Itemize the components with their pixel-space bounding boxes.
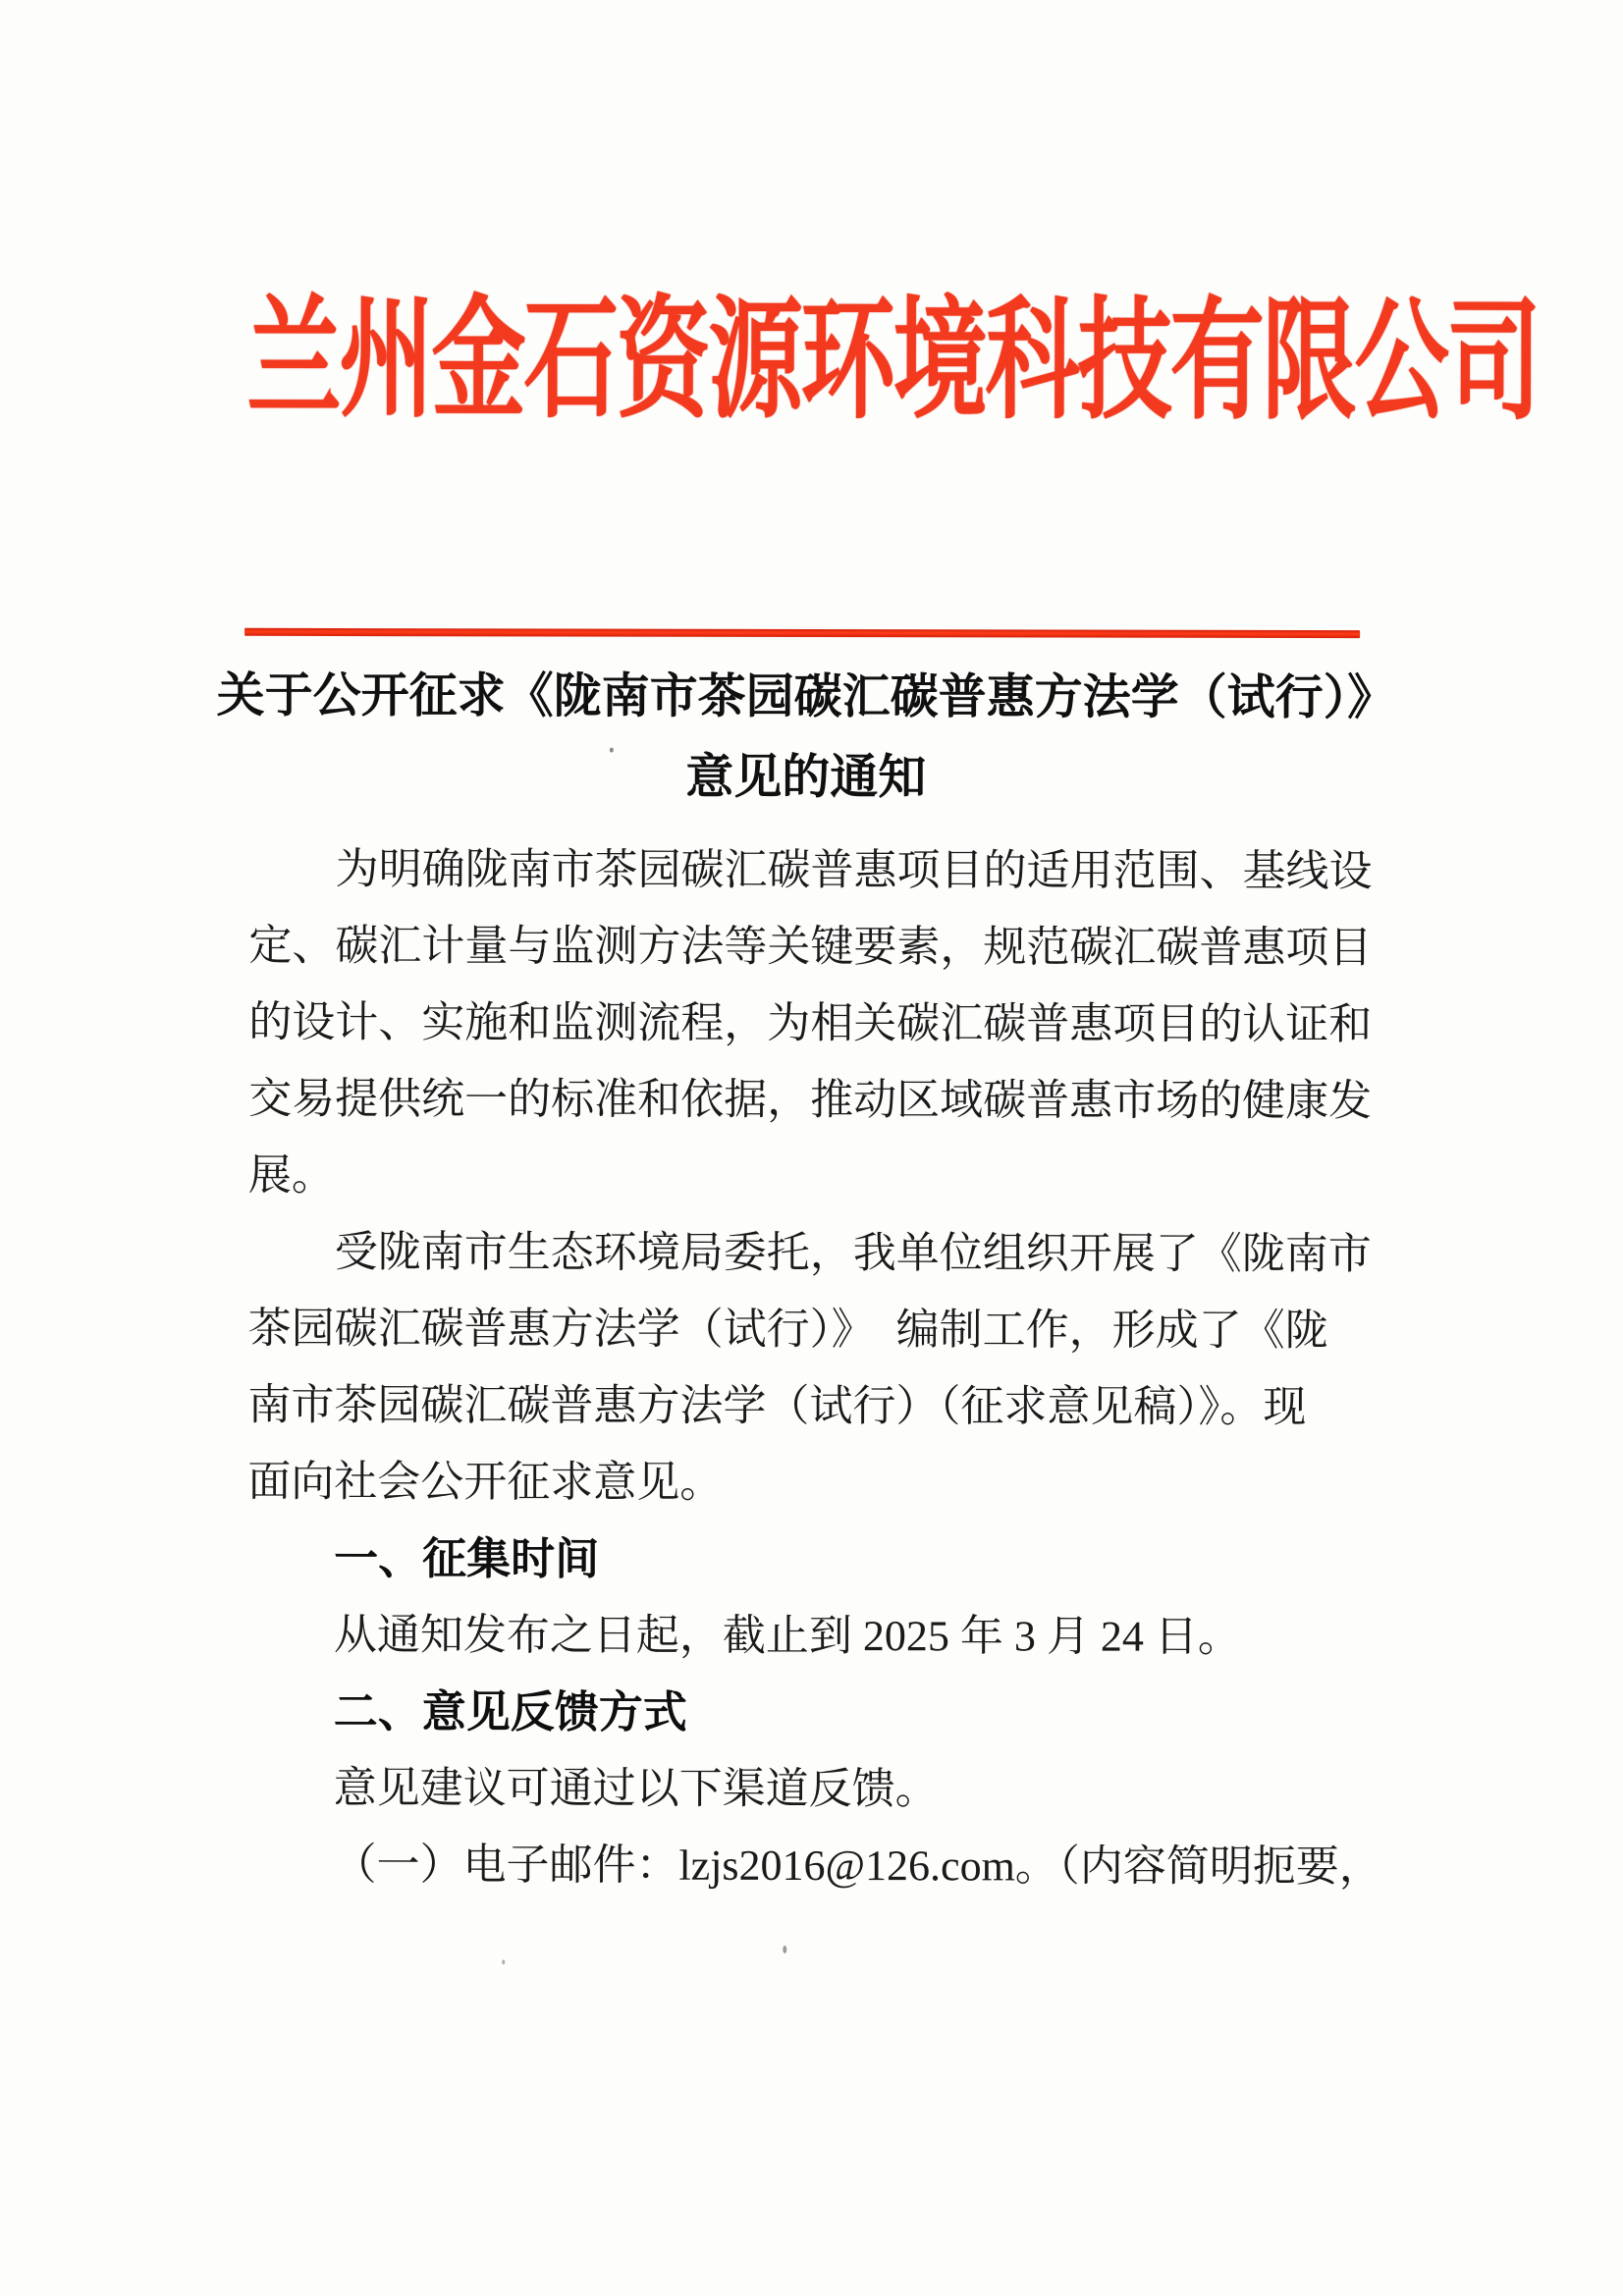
body-line-8: 南市茶园碳汇碳普惠方法学（试行）（征求意见稿）》。现 (247, 1380, 1307, 1432)
body-line-email-contact: （一）电子邮件：lzjs2016@126.com。（内容简明扼要， (333, 1840, 1382, 1892)
body-line-3: 的设计、实施和监测流程，为相关碳汇碳普惠项目的认证和 (248, 997, 1373, 1049)
body-line-7: 茶园碳汇碳普惠方法学（试行）》 编制工作，形成了《陇 (247, 1304, 1328, 1356)
body-line-1: 为明确陇南市茶园碳汇碳普惠项目的适用范围、基线设 (335, 844, 1373, 896)
company-letterhead: 兰州金石资源环境科技有限公司 (246, 286, 1540, 436)
notice-body (246, 831, 1382, 1905)
red-divider-line (244, 628, 1360, 638)
notice-title-line-2: 意见的通知 (685, 749, 927, 805)
body-line-6: 受陇南市生态环境局委托，我单位组织开展了《陇南市 (334, 1227, 1372, 1279)
scan-speck (502, 1959, 505, 1964)
section-heading-feedback-method: 二、意见反馈方式 (333, 1685, 687, 1737)
body-line-5: 展。 (247, 1150, 335, 1200)
body-line-4: 交易提供统一的标准和依据，推动区域碳普惠市场的健康发 (248, 1074, 1373, 1126)
notice-title (197, 656, 1415, 820)
scan-speck (610, 748, 614, 753)
body-line-feedback-intro: 意见建议可通过以下渠道反馈。 (333, 1763, 939, 1814)
body-line-deadline: 从通知发布之日起，截止到 2025 年 3 月 24 日。 (333, 1610, 1242, 1661)
section-heading-collection-time: 一、征集时间 (334, 1532, 600, 1584)
body-line-2: 定、碳汇计量与监测方法等关键要素，规范碳汇碳普惠项目 (248, 921, 1373, 973)
notice-title-line-1: 关于公开征求《陇南市茶园碳汇碳普惠方法学（试行）》 (216, 667, 1396, 725)
body-line-9: 面向社会公开征求意见。 (247, 1457, 724, 1507)
scan-speck (783, 1946, 786, 1953)
